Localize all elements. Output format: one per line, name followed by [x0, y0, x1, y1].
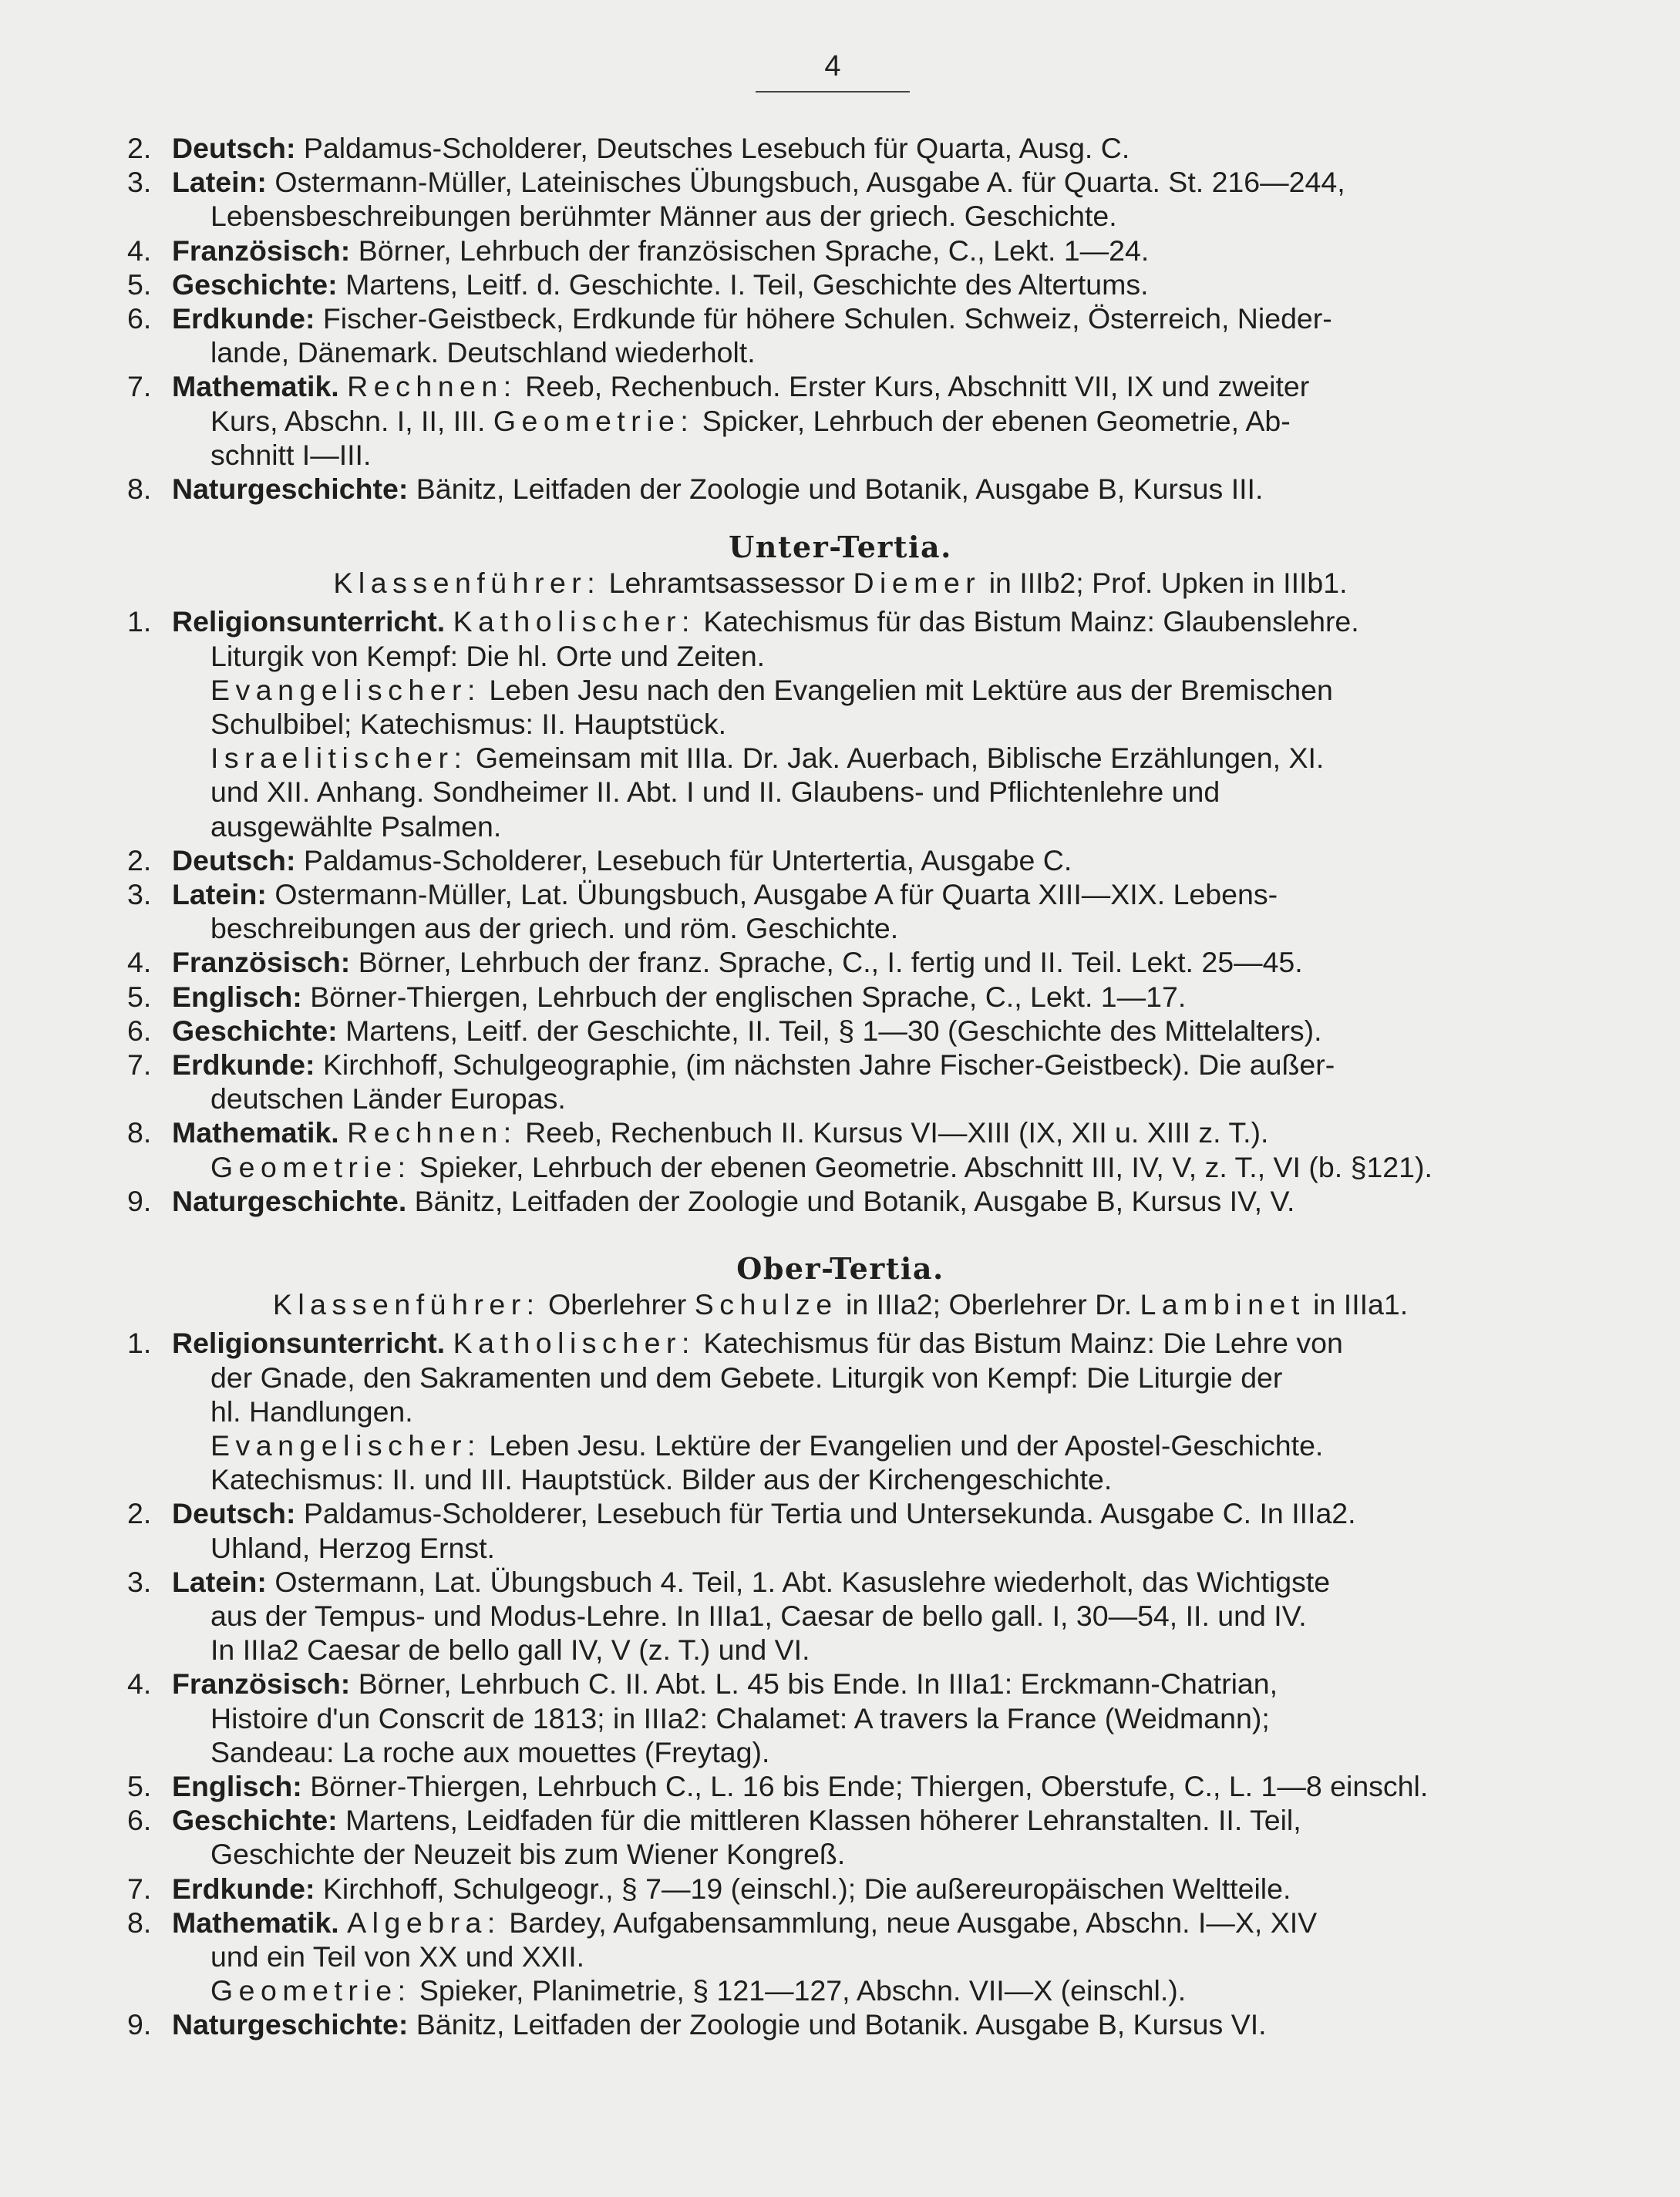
untertertia-item-franzoesisch: 4. Französisch: Börner, Lehrbuch der franz. Sprache, C., I. fertig und II. Teil. Lekt. 25—45. — [127, 946, 1303, 979]
obertertia-item-mathematik: 8. Mathematik. Algebra: Bardey, Aufgabensammlung, neue Ausgabe, Abschn. I—X, XIV und ein Teil von XX und XXII. Geometrie: Spieker, Planimetrie, § 121—127, Abschn. VII—X (einschl.). — [127, 1906, 1318, 2007]
untertertia-item-erdkunde: 7. Erdkunde: Kirchhoff, Schulgeographie, (im nächsten Jahre Fischer-Geistbeck). Die außer- deutschen Länder Europas. — [127, 1048, 1335, 1115]
untertertia-item-deutsch: 2. Deutsch: Paldamus-Scholderer, Lesebuch für Untertertia, Ausgabe C. — [127, 843, 1072, 876]
obertertia-item-latein: 3. Latein: Ostermann, Lat. Übungsbuch 4. Teil, 1. Abt. Kasuslehre wiederholt, das Wichtigste aus der Tempus- und Modus-Lehre. In IIIa1, Caesar de bello gall. I, 30—54, II. und IV. In IIIa2 Caesar de bello gall IV, V (z. T.) und VI. — [127, 1565, 1331, 1667]
quarta-item-naturgeschichte: 8. Naturgeschichte: Bänitz, Leitfaden der Zoologie und Botanik, Ausgabe B, Kursus III. — [127, 473, 1264, 506]
obertertia-item-geschichte: 6. Geschichte: Martens, Leidfaden für die mittleren Klassen höherer Lehranstalten. II. Teil, Geschichte der Neuzeit bis zum Wiener Kongreß. — [127, 1804, 1301, 1871]
section-heading-untertertia: Unter-Tertia. — [729, 530, 952, 565]
quarta-item-deutsch: 2. Deutsch: Paldamus-Scholderer, Deutsches Lesebuch für Quarta, Ausg. C. — [127, 132, 1130, 164]
section-heading-obertertia: Ober-Tertia. — [736, 1251, 944, 1287]
untertertia-item-mathematik: 8. Mathematik. Rechnen: Reeb, Rechenbuch II. Kursus VI—XIII (IX, XII u. XIII z. T.). Geometrie: Spieker, Lehrbuch der ebenen Geometrie. Abschnitt III, IV, V, z. T., VI (b. §121). — [127, 1116, 1433, 1183]
page-number-rule — [756, 91, 910, 93]
obertertia-item-naturgeschichte: 9. Naturgeschichte: Bänitz, Leitfaden der Zoologie und Botanik. Ausgabe B, Kursus VI. — [127, 2008, 1267, 2041]
quarta-item-erdkunde: 6. Erdkunde: Fischer-Geistbeck, Erdkunde für höhere Schulen. Schweiz, Österreich, Nieder- lande, Dänemark. Deutschland wiederholt. — [127, 302, 1332, 369]
class-leader-untertertia: Klassenführer: Lehramtsassessor Diemer in IIIb2; Prof. Upken in IIIb1. — [333, 567, 1348, 600]
quarta-item-geschichte: 5. Geschichte: Martens, Leitf. d. Geschichte. I. Teil, Geschichte des Altertums. — [127, 267, 1149, 301]
obertertia-item-erdkunde: 7. Erdkunde: Kirchhoff, Schulgeogr., § 7—19 (einschl.); Die außereuropäischen Weltteile. — [127, 1872, 1291, 1905]
untertertia-item-religion: 1. Religionsunterricht. Katholischer: Katechismus für das Bistum Mainz: Glaubenslehre. Liturgik von Kempf: Die hl. Orte und Zeiten. Evangelischer: Leben Jesu nach den Evangelien mit Lektüre aus der Bremischen Schulbibel; Katechismus: II. Hauptstück. Israelitischer: Gemeinsam mit IIIa. Dr. Jak. Auerbach, Biblische Erzählungen, XI. und XII. Anhang. Sondheimer II. Abt. I und II. Glaubens- und Pflichtenlehre und ausgewählte Psalmen. — [127, 605, 1359, 843]
obertertia-item-franzoesisch: 4. Französisch: Börner, Lehrbuch C. II. Abt. L. 45 bis Ende. In IIIa1: Erckmann-Chatrian, Histoire d'un Conscrit de 1813; in IIIa2: Chalamet: A travers la France (Weidmann); Sandeau: La roche aux mouettes (Freytag). — [127, 1667, 1278, 1768]
class-leader-obertertia: Klassenführer: Oberlehrer Schulze in IIIa2; Oberlehrer Dr. Lambinet in IIIa1. — [272, 1288, 1409, 1321]
untertertia-item-naturgeschichte: 9. Naturgeschichte. Bänitz, Leitfaden der Zoologie und Botanik, Ausgabe B, Kursus IV, V. — [127, 1184, 1295, 1217]
untertertia-item-latein: 3. Latein: Ostermann-Müller, Lat. Übungsbuch, Ausgabe A für Quarta XIII—XIX. Lebens- beschreibungen aus der griech. und röm. Geschichte. — [127, 878, 1278, 945]
obertertia-item-religion: 1. Religionsunterricht. Katholischer: Katechismus für das Bistum Mainz: Die Lehre von der Gnade, den Sakramenten und dem Gebete. Liturgik von Kempf: Die Liturgie der hl. Handlungen. Evangelischer: Leben Jesu. Lektüre der Evangelien und der Apostel-Geschichte. Katechismus: II. und III. Hauptstück. Bilder aus der Kirchengeschichte. — [127, 1327, 1343, 1496]
quarta-item-franzoesisch: 4. Französisch: Börner, Lehrbuch der französischen Sprache, C., Lekt. 1—24. — [127, 234, 1150, 267]
quarta-item-latein: 3. Latein: Ostermann-Müller, Lateinisches Übungsbuch, Ausgabe A. für Quarta. St. 216—244, Lebensbeschreibungen berühmter Männer aus der griech. Geschichte. — [127, 166, 1345, 233]
untertertia-item-geschichte: 6. Geschichte: Martens, Leitf. der Geschichte, II. Teil, § 1—30 (Geschichte des Mittelalters). — [127, 1014, 1322, 1047]
page-content — [127, 131, 1554, 2042]
page-number: 4 — [756, 49, 910, 97]
quarta-item-mathematik: 7. Mathematik. Rechnen: Reeb, Rechenbuch. Erster Kurs, Abschnitt VII, IX und zweiter Kurs, Abschn. I, II, III. Geometrie: Spicker, Lehrbuch der ebenen Geometrie, Ab- schnitt I—III. — [127, 370, 1310, 471]
obertertia-item-deutsch: 2. Deutsch: Paldamus-Scholderer, Lesebuch für Tertia und Untersekunda. Ausgabe C. In IIIa2. Uhland, Herzog Ernst. — [127, 1497, 1356, 1564]
untertertia-item-englisch: 5. Englisch: Börner-Thiergen, Lehrbuch der englischen Sprache, C., Lekt. 1—17. — [127, 980, 1187, 1013]
obertertia-item-englisch: 5. Englisch: Börner-Thiergen, Lehrbuch C., L. 16 bis Ende; Thiergen, Oberstufe, C., L. 1—8 einschl. — [127, 1769, 1429, 1802]
